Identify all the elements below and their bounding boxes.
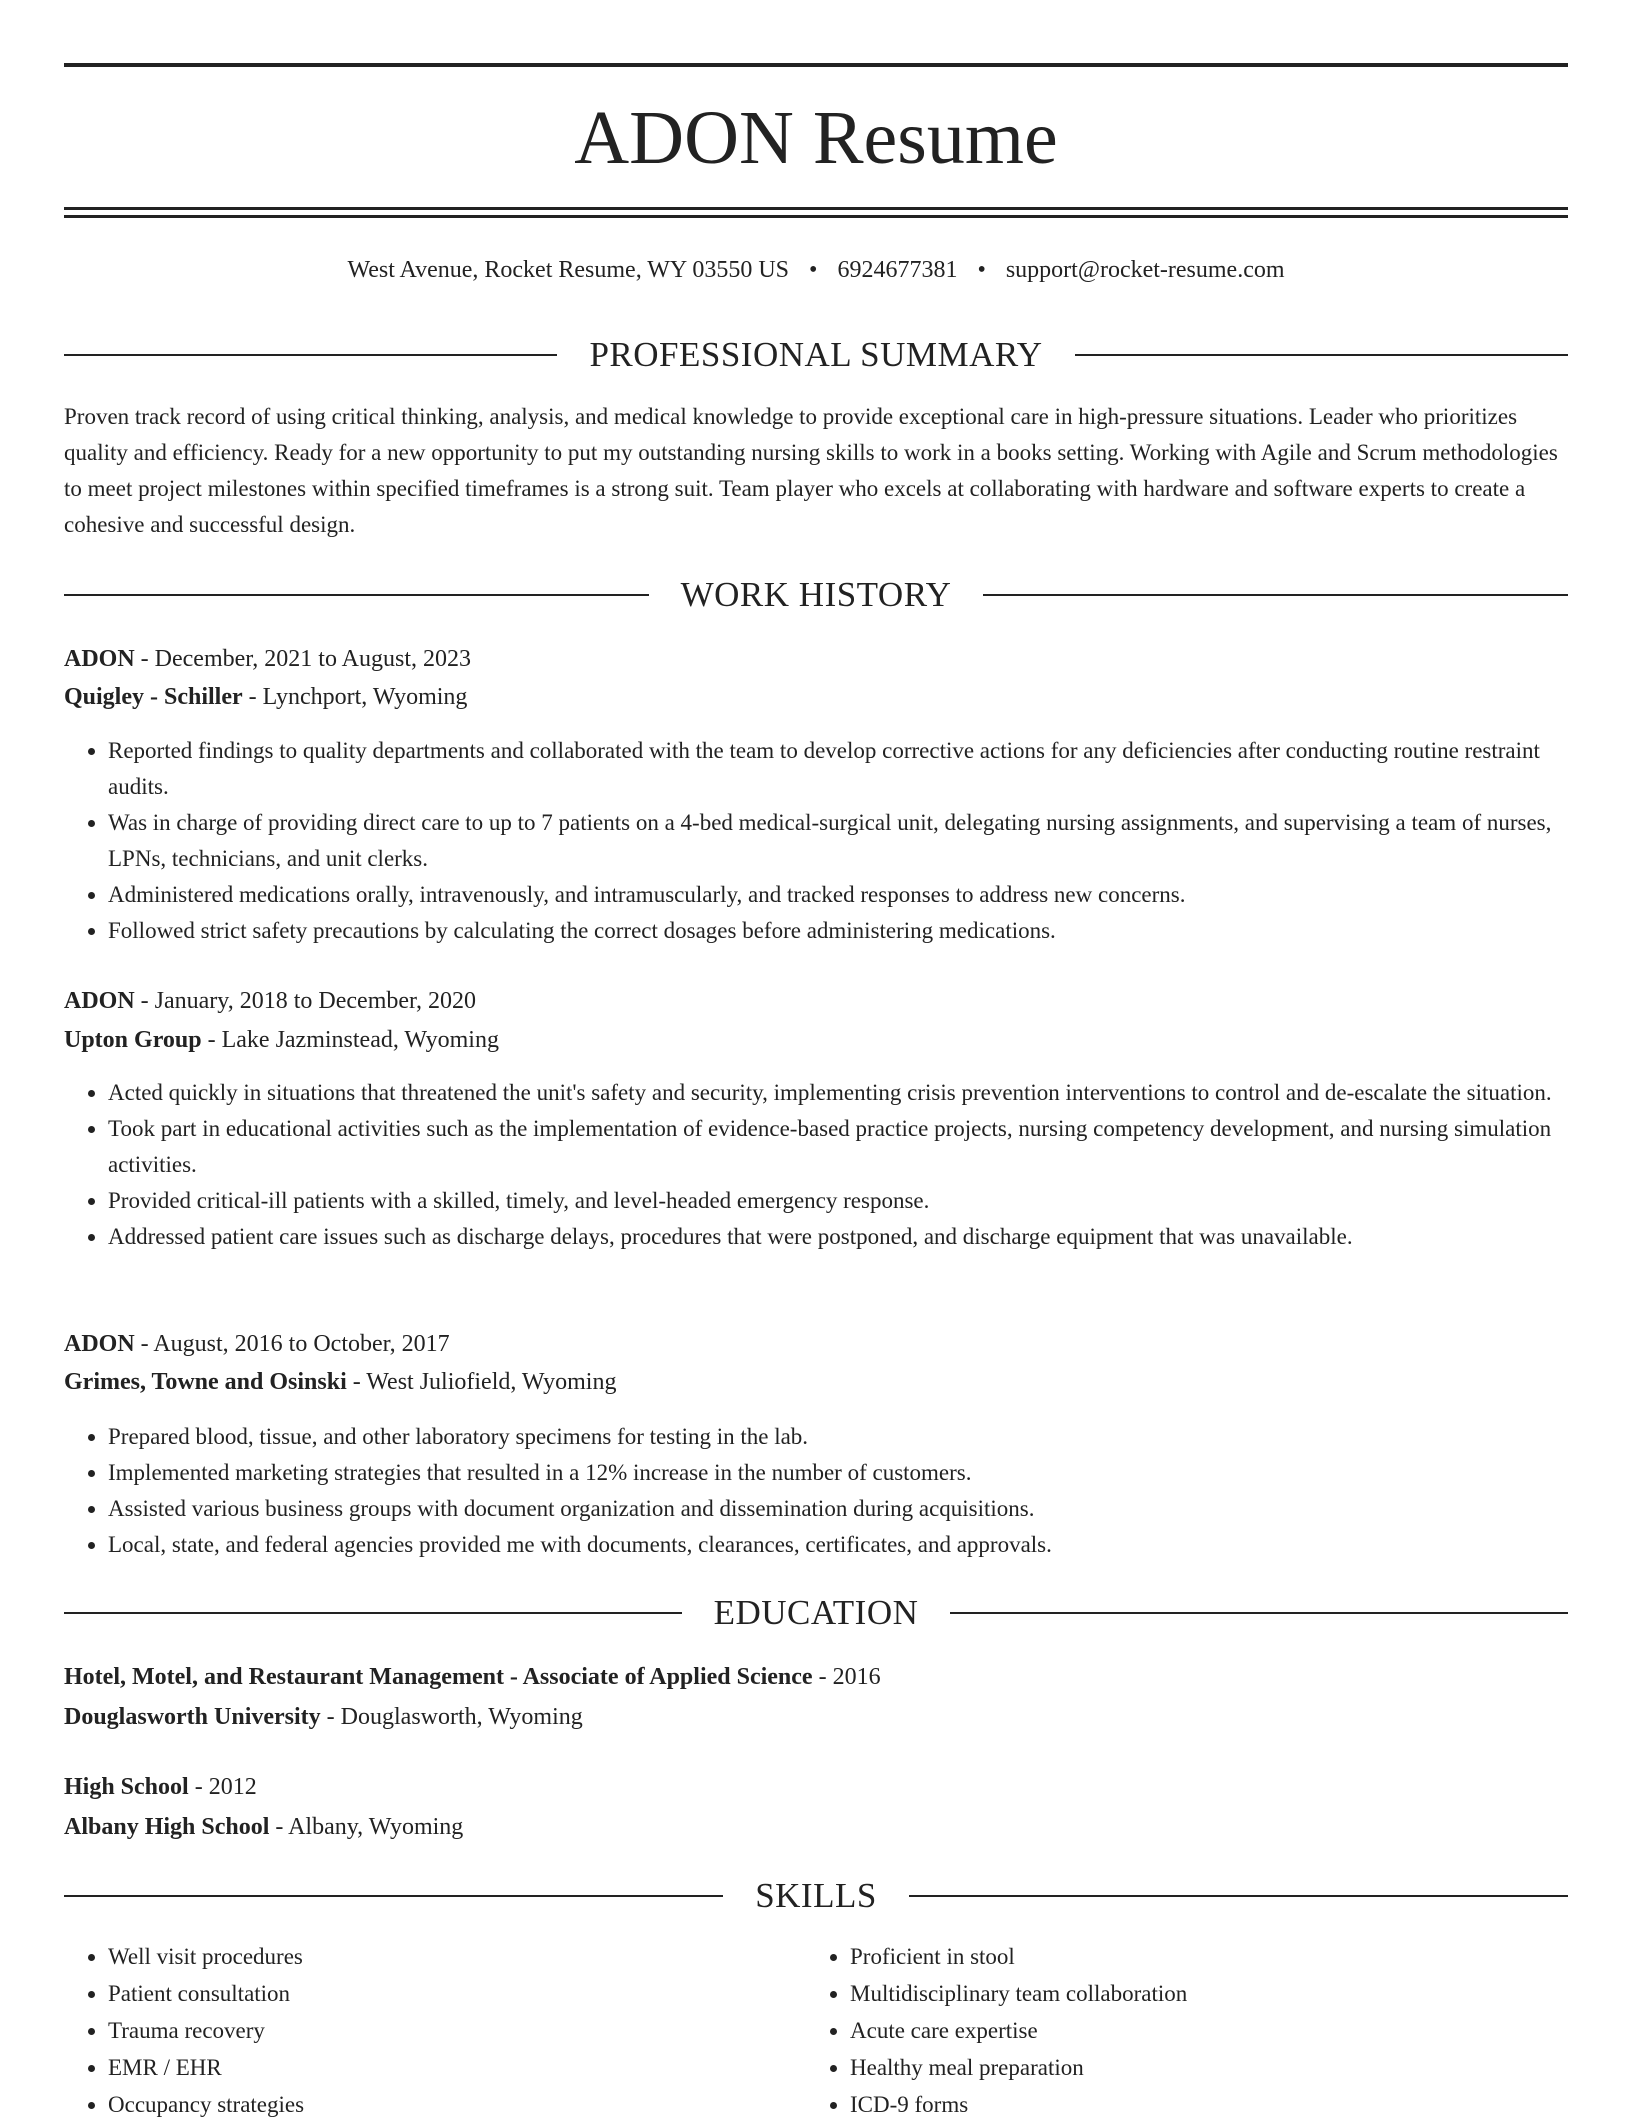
contact-separator: • (809, 257, 818, 283)
heading-rule (64, 1612, 682, 1614)
education-school: Albany High School (64, 1814, 270, 1840)
job-location: - West Juliofield, Wyoming (346, 1369, 617, 1395)
list-item: • Administered medications orally, intravenously, and intramuscularly, and tracked responses to address new concerns. (108, 877, 1568, 913)
job-bullets (64, 1419, 1568, 1563)
education-school: Douglasworth University (64, 1704, 321, 1730)
education-year: - 2012 (188, 1774, 257, 1800)
education-degree: Hotel, Motel, and Restaurant Management - Associate of Applied Science (64, 1664, 813, 1690)
section-heading-skills (64, 1874, 1568, 1918)
title-rule-upper (64, 207, 1568, 210)
list-item: • Addressed patient care issues such as discharge delays, procedures that were postponed, and discharge equipment that was unavailable. (108, 1219, 1568, 1255)
section-title: EDUCATION (713, 1593, 919, 1632)
heading-rule (983, 594, 1568, 596)
job-company: Upton Group (64, 1027, 202, 1053)
section-heading-work (64, 573, 1568, 617)
section-heading-summary (64, 333, 1568, 377)
heading-rule (1075, 354, 1568, 356)
section-title: WORK HISTORY (680, 575, 952, 614)
page-title: ADON Resume (574, 96, 1058, 180)
list-item: • Trauma recovery (108, 2012, 808, 2049)
section-heading-education (64, 1591, 1568, 1635)
list-item: • ICD-9 forms (850, 2086, 1550, 2123)
heading-rule (64, 594, 649, 596)
education-degree: High School (64, 1774, 189, 1800)
contact-address: West Avenue, Rocket Resume, WY 03550 US (347, 257, 790, 283)
heading-rule (950, 1612, 1568, 1614)
education-school-line (64, 1698, 1568, 1736)
education-location: - Douglasworth, Wyoming (320, 1704, 583, 1730)
list-item: • Provided critical-ill patients with a skilled, timely, and level-headed emergency response. (108, 1183, 1568, 1219)
job-bullets (64, 1075, 1568, 1255)
section-title: SKILLS (755, 1876, 877, 1915)
job-dates: - August, 2016 to October, 2017 (134, 1331, 450, 1357)
heading-rule (64, 1895, 723, 1897)
education-degree-line (64, 1658, 1568, 1696)
summary-text: Proven track record of using critical thinking, analysis, and medical knowledge to provide exceptional care in high-pressure situations. Leader who prioritizes quality and efficiency. Ready for a new opportunity to put my outstanding nursing skills to work in a books setting. Working with Agile and Scrum methodologies to meet project milestones within specified timeframes is a strong suit. Team player who excels at collaborating with hardware and software experts to create a cohesive and successful design. (64, 404, 1558, 537)
contact-email: support@rocket-resume.com (1005, 257, 1285, 283)
list-item: • Acted quickly in situations that threatened the unit's safety and security, implementing crisis prevention interventions to control and de-escalate the situation. (108, 1075, 1568, 1111)
job-company-line (64, 1021, 1568, 1059)
job-location: - Lake Jazminstead, Wyoming (201, 1027, 499, 1053)
skills-list-right (806, 1938, 1550, 2123)
list-item: • Reported findings to quality departments and collaborated with the team to develop corrective actions for any deficiencies after conducting routine restraint audits. (108, 733, 1568, 805)
contact-phone: 6924677381 (837, 257, 958, 283)
list-item: • EMR / EHR (108, 2049, 808, 2086)
list-item: • Was in charge of providing direct care to up to 7 patients on a 4-bed medical-surgical unit, delegating nursing assignments, and supervising a team of nurses, LPNs, technicians, and unit clerks. (108, 805, 1568, 877)
job-company-line (64, 1363, 1568, 1401)
heading-rule (909, 1895, 1568, 1897)
job-title-line (64, 640, 1568, 678)
job-company: Quigley - Schiller (64, 684, 243, 710)
title-rule-lower (64, 215, 1568, 218)
job-dates: - December, 2021 to August, 2023 (134, 646, 471, 672)
job-dates: - January, 2018 to December, 2020 (134, 988, 477, 1014)
job-bullets (64, 733, 1568, 949)
list-item: • Patient consultation (108, 1975, 808, 2012)
contact-line (64, 253, 1568, 287)
job-location: - Lynchport, Wyoming (242, 684, 468, 710)
job-title-line (64, 1325, 1568, 1363)
list-item: • Well visit procedures (108, 1938, 808, 1975)
list-item: • Implemented marketing strategies that resulted in a 12% increase in the number of customers. (108, 1455, 1568, 1491)
education-year: - 2016 (812, 1664, 881, 1690)
job-title: ADON (64, 1331, 135, 1357)
education-school-line (64, 1808, 1568, 1846)
list-item: • Occupancy strategies (108, 2086, 808, 2123)
job-company-line (64, 678, 1568, 716)
job-company: Grimes, Towne and Osinski (64, 1369, 347, 1395)
list-item: • Local, state, and federal agencies provided me with documents, clearances, certificates, and approvals. (108, 1527, 1568, 1563)
section-title: PROFESSIONAL SUMMARY (589, 335, 1043, 374)
list-item: • Assisted various business groups with document organization and dissemination during acquisitions. (108, 1491, 1568, 1527)
heading-rule (64, 354, 557, 356)
list-item: • Multidisciplinary team collaboration (850, 1975, 1550, 2012)
job-title: ADON (64, 988, 135, 1014)
job-title: ADON (64, 646, 135, 672)
top-rule (64, 63, 1568, 67)
list-item: • Prepared blood, tissue, and other laboratory specimens for testing in the lab. (108, 1419, 1568, 1455)
list-item: • Healthy meal preparation (850, 2049, 1550, 2086)
list-item: • Took part in educational activities such as the implementation of evidence-based practice projects, nursing competency development, and nursing simulation activities. (108, 1111, 1568, 1183)
list-item: • Proficient in stool (850, 1938, 1550, 1975)
education-degree-line (64, 1768, 1568, 1806)
skills-list-left (64, 1938, 808, 2123)
list-item: • Acute care expertise (850, 2012, 1550, 2049)
contact-separator: • (977, 257, 986, 283)
list-item: • Followed strict safety precautions by calculating the correct dosages before administering medications. (108, 913, 1568, 949)
education-location: - Albany, Wyoming (269, 1814, 464, 1840)
job-title-line (64, 982, 1568, 1020)
